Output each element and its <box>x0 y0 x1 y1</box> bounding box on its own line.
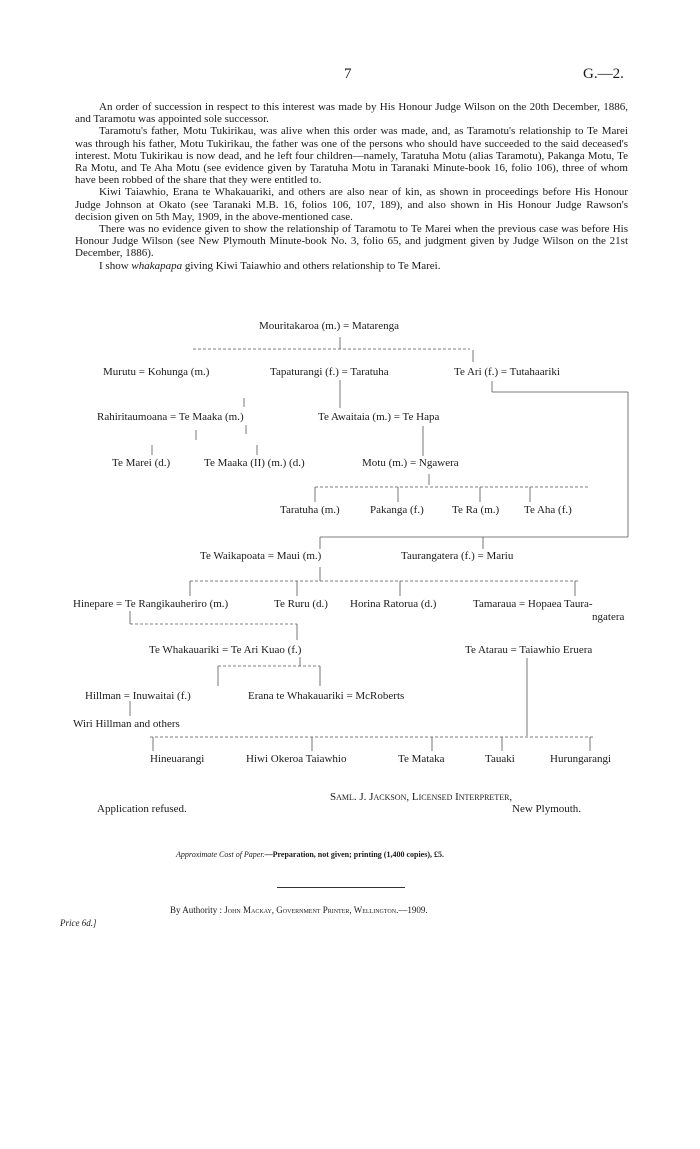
authority-line <box>170 905 428 915</box>
whakapapa-person-te-marei: Te Marei (d.) <box>112 457 171 469</box>
printing-cost-note <box>176 850 444 859</box>
paragraph-4: There was no evidence given to show the relationship of Taramotu to Te Marei when the previous case was before His Honour Judge Wilson (see New Plymouth Minute-book No. 3, folio 65, and judgment given by Judge Wilson on the 21st December, 1886). <box>75 223 628 260</box>
signature-place: New Plymouth. <box>512 803 582 815</box>
whakapapa-couple-te-atarau: Te Atarau = Taiawhio Eruera <box>465 644 593 656</box>
whakapapa-person-horina-ratorua: Horina Ratorua (d.) <box>350 598 437 610</box>
whakapapa-root-couple: Mouritakaroa (m.) = Matarenga <box>259 320 399 332</box>
price-note: Price 6d.] <box>60 918 97 928</box>
whakapapa-person-hiwi-okeroa-taiawhio: Hiwi Okeroa Taiawhio <box>246 753 347 765</box>
whakapapa-person-hineuarangi: Hineuarangi <box>150 753 205 765</box>
whakapapa-person-tauaki: Tauaki <box>485 753 515 765</box>
paragraph-5-end: giving Kiwi Taiawhio and others relationship to Te Marei. <box>182 259 441 272</box>
whakapapa-couple-te-awaitaia: Te Awaitaia (m.) = Te Hapa <box>318 411 440 423</box>
paragraph-5-start: I show <box>99 259 132 272</box>
whakapapa-couple-hinepare: Hinepare = Te Rangikauheriro (m.) <box>73 598 229 610</box>
whakapapa-couple-tamaraua-continued: ngatera <box>592 611 625 623</box>
government-printer: John Mackay, Government Printer, Wellington.—1909. <box>224 905 428 915</box>
whakapapa-couple-tapaturangi: Tapaturangi (f.) = Taratuha <box>270 366 389 378</box>
paragraph-3: Kiwi Taiawhio, Erana te Whakauariki, and others are also near of kin, as shown in proceedings before His Honour Judge Johnson at Okato (see Taranaki M.B. 16, folios 106, 107, 189), and also shown in His Honour Judge Rawson's decision given on 5th May, 1909, in the above-mentioned case. <box>75 186 628 223</box>
footer-rule <box>277 887 405 888</box>
whakapapa-person-pakanga: Pakanga (f.) <box>370 504 424 516</box>
signature-line: Saml. J. Jackson, Licensed Interpreter, <box>330 791 513 803</box>
whakapapa-person-hurungarangi: Hurungarangi <box>550 753 612 765</box>
decision-text: Application refused. <box>97 803 187 815</box>
whakapapa-person-te-ruru: Te Ruru (d.) <box>274 598 328 610</box>
authority-label: By Authority : <box>170 905 223 915</box>
whakapapa-couple-taurangatera: Taurangatera (f.) = Mariu <box>401 550 514 562</box>
whakapapa-couple-motu: Motu (m.) = Ngawera <box>362 457 459 469</box>
whakapapa-person-wiri-hillman: Wiri Hillman and others <box>73 718 180 730</box>
whakapapa-couple-te-waikapoata: Te Waikapoata = Maui (m.) <box>200 550 322 562</box>
printing-cost-text: —Preparation, not given; printing (1,400 copies), £5. <box>264 850 444 859</box>
whakapapa-person-te-mataka: Te Mataka <box>398 753 445 765</box>
whakapapa-couple-erana: Erana te Whakauariki = McRoberts <box>248 690 405 702</box>
whakapapa-couple-rahiritaumoana: Rahiritaumoana = Te Maaka (m.) <box>97 411 244 423</box>
whakapapa-couple-te-ari: Te Ari (f.) = Tutahaariki <box>454 366 560 378</box>
whakapapa-person-te-ra: Te Ra (m.) <box>452 504 500 516</box>
whakapapa-person-taratuha: Taratuha (m.) <box>280 504 340 516</box>
printing-cost-label: Approximate Cost of Paper. <box>176 850 265 859</box>
paragraph-1: An order of succession in respect to this interest was made by His Honour Judge Wilson on the 20th December, 1886, and Taramotu was appointed sole successor. <box>75 101 628 126</box>
whakapapa-couple-murutu: Murutu = Kohunga (m.) <box>103 366 210 378</box>
whakapapa-couple-hillman: Hillman = Inuwaitai (f.) <box>85 690 191 702</box>
whakapapa-couple-te-whakauariki: Te Whakauariki = Te Ari Kuao (f.) <box>149 644 302 656</box>
document-reference: G.—2. <box>583 66 624 82</box>
paragraph-2: Taramotu's father, Motu Tukirikau, was alive when this order was made, and, as Taramotu's relationship to Te Marei was through his father, Motu Tukirikau, the father was one of the persons who should have succeeded to the said deceased's interest. Motu Tukirikau is now dead, and he left four children—namely, Taratuha Motu (alias Taramotu), Pakanga Motu, Te Ra Motu, and Te Aha Motu (see evidence given by Taratuha Motu in Taranaki Minute-book 16, folio 106), three of whom have been robbed of the share that they were entitled to. <box>75 125 628 187</box>
whakapapa-person-te-aha: Te Aha (f.) <box>524 504 572 516</box>
whakapapa-term: whakapapa <box>131 259 183 272</box>
whakapapa-person-te-maaka-ii: Te Maaka (II) (m.) (d.) <box>204 457 305 469</box>
page-number: 7 <box>344 66 352 82</box>
whakapapa-couple-tamaraua: Tamaraua = Hopaea Taura- <box>473 598 593 610</box>
